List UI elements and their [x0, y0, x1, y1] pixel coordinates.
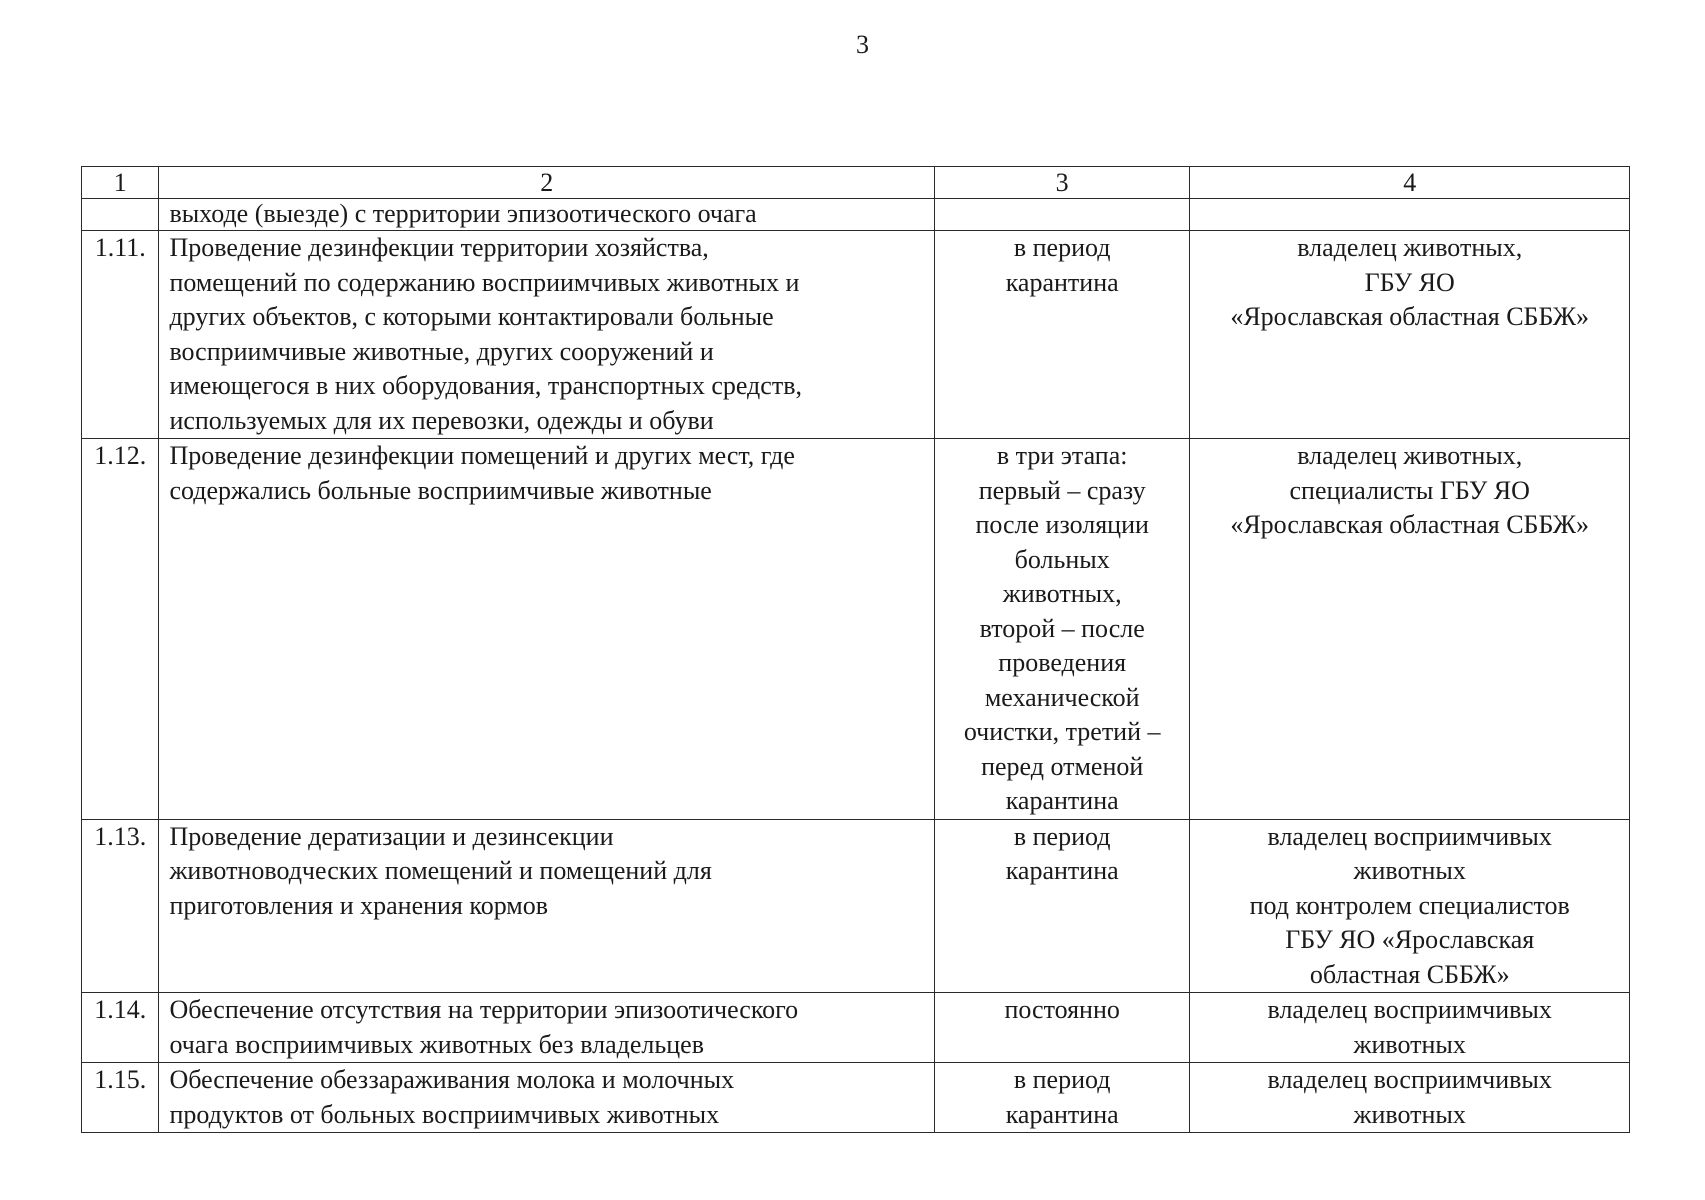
header-col-1: 1 — [82, 167, 159, 199]
table-row — [82, 993, 1630, 1063]
row-number: 1.15. — [82, 1063, 159, 1133]
row-action: Проведение дератизации и дезинсекции животноводческих помещений и помещений для приготовления и хранения кормов — [159, 819, 935, 993]
row-term: в период карантина — [934, 819, 1189, 993]
header-col-2: 2 — [159, 167, 935, 199]
row-term: в период карантина — [934, 1063, 1189, 1133]
row-responsible — [1190, 199, 1630, 231]
row-responsible: владелец восприимчивых животных под контролем специалистов ГБУ ЯО «Ярославская областная СББЖ» — [1190, 819, 1630, 993]
row-term: в три этапа: первый – сразу после изоляции больных животных, второй – после проведения механической очистки, третий – перед отменой карантина — [934, 439, 1189, 820]
table-row — [82, 439, 1630, 820]
row-number — [82, 199, 159, 231]
header-col-3: 3 — [934, 167, 1189, 199]
row-number: 1.12. — [82, 439, 159, 820]
measures-table — [81, 166, 1630, 1133]
row-term — [934, 199, 1189, 231]
table-row — [82, 1063, 1630, 1133]
table-header-row — [82, 167, 1630, 199]
header-col-4: 4 — [1190, 167, 1630, 199]
row-action: Проведение дезинфекции территории хозяйства, помещений по содержанию восприимчивых животных и других объектов, с которыми контактировали больные восприимчивые животные, других сооружений и имеющегося в них оборудования, транспортных средств, используемых для их перевозки, одежды и обуви — [159, 231, 935, 439]
row-action: Обеспечение отсутствия на территории эпизоотического очага восприимчивых животных без владельцев — [159, 993, 935, 1063]
page-number: 3 — [856, 30, 869, 59]
table-row — [82, 819, 1630, 993]
row-number: 1.11. — [82, 231, 159, 439]
table-row — [82, 231, 1630, 439]
row-action: Обеспечение обеззараживания молока и молочных продуктов от больных восприимчивых животных — [159, 1063, 935, 1133]
row-number: 1.13. — [82, 819, 159, 993]
row-number: 1.14. — [82, 993, 159, 1063]
table-row — [82, 199, 1630, 231]
row-responsible: владелец восприимчивых животных — [1190, 1063, 1630, 1133]
row-term: в период карантина — [934, 231, 1189, 439]
row-responsible: владелец животных, специалисты ГБУ ЯО «Ярославская областная СББЖ» — [1190, 439, 1630, 820]
row-action: выходе (выезде) с территории эпизоотического очага — [159, 199, 935, 231]
row-action: Проведение дезинфекции помещений и других мест, где содержались больные восприимчивые животные — [159, 439, 935, 820]
row-term: постоянно — [934, 993, 1189, 1063]
row-responsible: владелец животных, ГБУ ЯО «Ярославская областная СББЖ» — [1190, 231, 1630, 439]
row-responsible: владелец восприимчивых животных — [1190, 993, 1630, 1063]
